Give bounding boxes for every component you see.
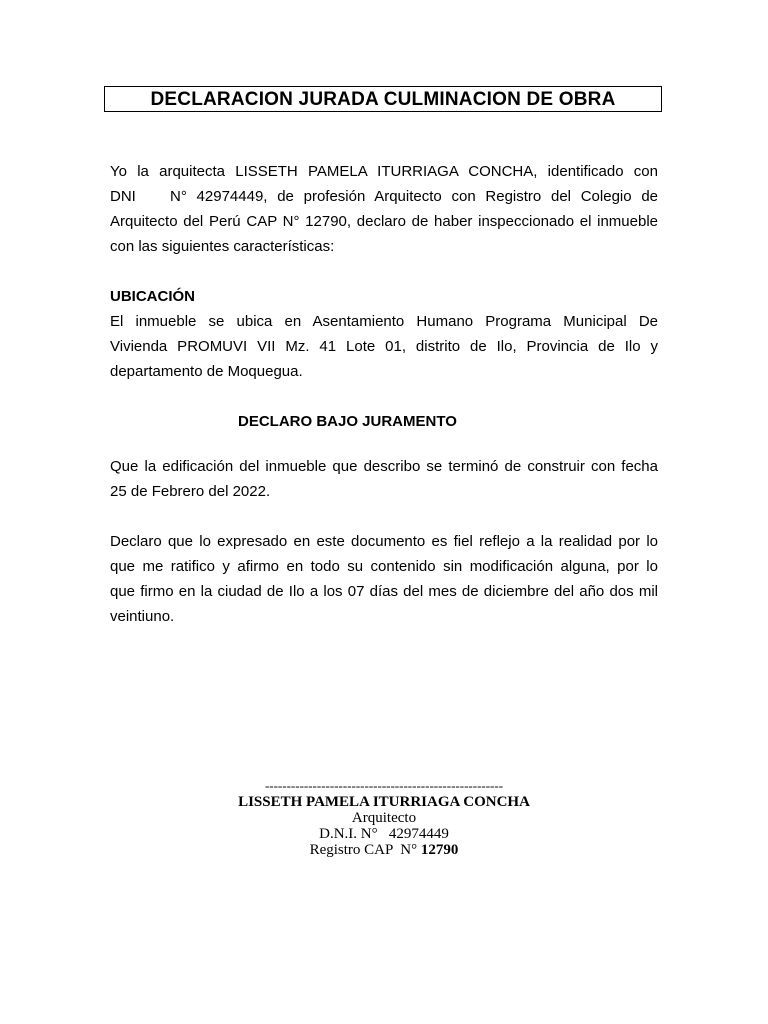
signature-line: ------------------------------------------------------- [264,778,504,793]
ubicacion-line-3: departamento de Moquegua. [110,363,303,380]
cierre-paragraph [110,529,658,629]
ubicacion-paragraph [110,309,658,384]
cierre-line-2: que me ratifico y afirmo en todo su contenido sin modificación alguna, por lo [110,558,658,575]
intro-paragraph [110,159,658,259]
signatory-name: LISSETH PAMELA ITURRIAGA CONCHA [238,794,530,810]
declaro-heading: DECLARO BAJO JURAMENTO [238,413,457,430]
signatory-dni: D.N.I. N° 42974449 [319,826,449,842]
ubicacion-heading: UBICACIÓN [110,288,195,305]
registro-label: Registro CAP N° [309,842,418,858]
signatory-registro [184,842,584,858]
intro-line-3: Arquitecto del Perú CAP N° 12790, declaro de haber inspeccionado el inmueble [110,213,658,230]
edificacion-line-1: Que la edificación del inmueble que describo se terminó de construir con fecha [110,458,658,475]
ubicacion-line-2: Vivienda PROMUVI VII Mz. 41 Lote 01, distrito de Ilo, Provincia de Ilo y [110,338,658,355]
edificacion-paragraph [110,454,658,504]
signatory-role: Arquitecto [351,810,417,826]
document-title: DECLARACION JURADA CULMINACION DE OBRA [104,86,662,112]
cierre-line-4: veintiuno. [110,608,175,625]
intro-dni-label: DNI [110,188,136,205]
signature-block [184,778,584,858]
cierre-line-1: Declaro que lo expresado en este documento es fiel reflejo a la realidad por lo [110,533,658,550]
intro-line-2 [110,184,658,209]
intro-line-4: con las siguientes características: [110,238,335,255]
intro-line-1: Yo la arquitecta LISSETH PAMELA ITURRIAGA CONCHA, identificado con [110,163,658,180]
edificacion-line-2: 25 de Febrero del 2022. [110,483,271,500]
ubicacion-line-1: El inmueble se ubica en Asentamiento Humano Programa Municipal De [110,313,658,330]
registro-number: 12790 [420,842,459,858]
cierre-line-3: que firmo en la ciudad de Ilo a los 07 días del mes de diciembre del año dos mil [110,583,658,600]
intro-dni-text: N° 42974449, de profesión Arquitecto con Registro del Colegio de [170,188,658,205]
